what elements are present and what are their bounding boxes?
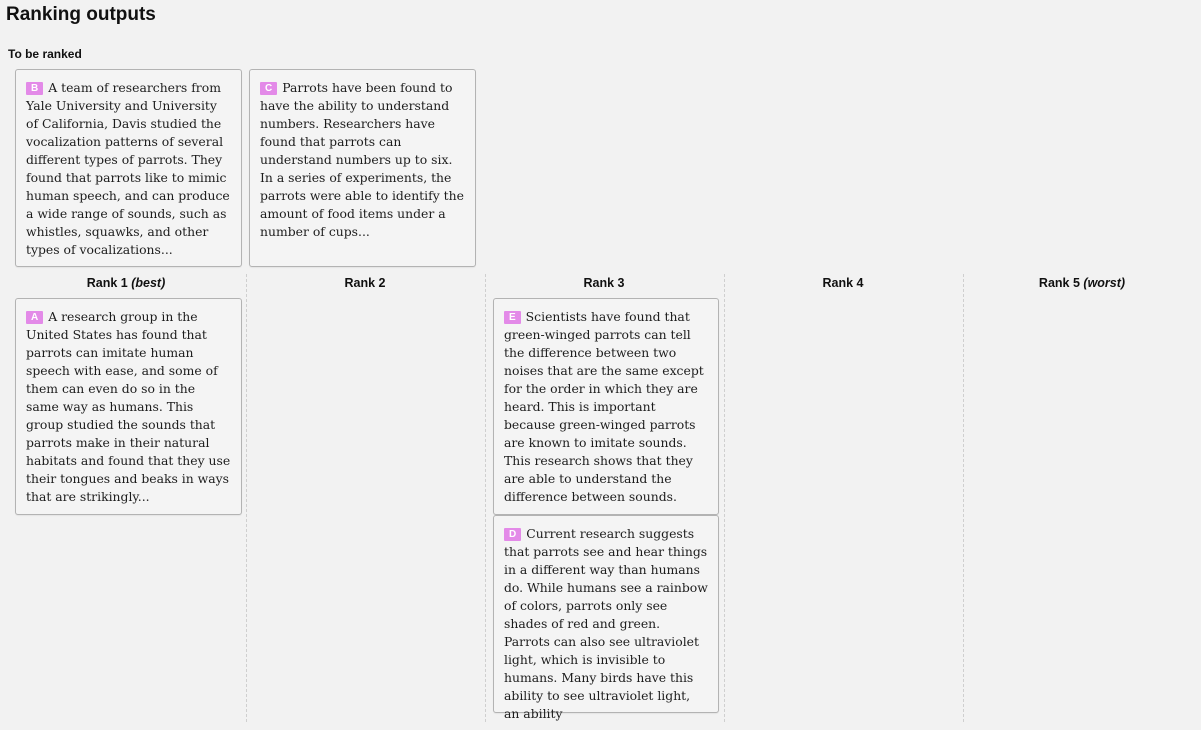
page-title: Ranking outputs — [6, 4, 156, 25]
rank-3-label: Rank 3 — [583, 276, 625, 290]
output-text-c: Parrots have been found to have the ability to understand numbers. Researchers have found that parrots can understand numbers up to six. In a series of experiments, the parrots were able to identify the amount of food items under a number of cups... — [260, 80, 464, 239]
rank-2-label: Rank 2 — [344, 276, 386, 290]
rank-4-label: Rank 4 — [822, 276, 864, 290]
output-text-d: Current research suggests that parrots see and hear things in a different way than humans do. While humans see a rainbow of colors, parrots only see shades of red and green. Parrots can also see ultraviolet light, which is invisible to humans. Many birds have this ability to see ultraviolet light, an ability — [504, 526, 708, 721]
output-text-a: A research group in the United States has found that parrots can imitate human speech with ease, and some of them can even do so in the same way as humans. This group studied the sounds that parrots make in their natural habitats and found that they use their tongues and beaks in ways that are strikingly... — [26, 309, 231, 504]
output-card-b[interactable] — [15, 69, 242, 267]
column-divider — [963, 274, 964, 722]
rank-3-header — [485, 276, 723, 290]
output-card-d[interactable] — [493, 515, 719, 721]
rank-1-qualifier: (best) — [131, 276, 166, 290]
output-card-a[interactable] — [15, 298, 242, 515]
rank-5-header — [963, 276, 1201, 290]
column-divider — [246, 274, 247, 722]
output-badge-c: C — [260, 82, 277, 95]
rank-2-header — [246, 276, 484, 290]
to-be-ranked-label: To be ranked — [8, 47, 82, 61]
rank-4-header — [724, 276, 962, 290]
output-text-b: A team of researchers from Yale University and University of California, Davis studied the vocalization patterns of several different types of parrots. They found that parrots like to mimic human speech, and can produce a wide range of sounds, such as whistles, squawks, and other types of vocalizations... — [26, 80, 230, 257]
column-divider — [485, 274, 486, 722]
output-card-e[interactable] — [493, 298, 719, 515]
output-badge-e: E — [504, 311, 521, 324]
output-badge-b: B — [26, 82, 43, 95]
output-card-c[interactable] — [249, 69, 476, 267]
rank-5-label: Rank 5 — [1038, 276, 1080, 290]
output-badge-a: A — [26, 311, 43, 324]
rank-1-label: Rank 1 — [86, 276, 128, 290]
output-text-e: Scientists have found that green-winged parrots can tell the difference between two noises that are the same except for the order in which they are heard. This is important because green-winged parrots are known to imitate sounds. This research shows that they are able to understand the difference between sounds. — [504, 309, 704, 504]
column-divider — [724, 274, 725, 722]
rank-1-header — [7, 276, 245, 290]
rank-5-qualifier: (worst) — [1083, 276, 1126, 290]
output-badge-d: D — [504, 528, 521, 541]
